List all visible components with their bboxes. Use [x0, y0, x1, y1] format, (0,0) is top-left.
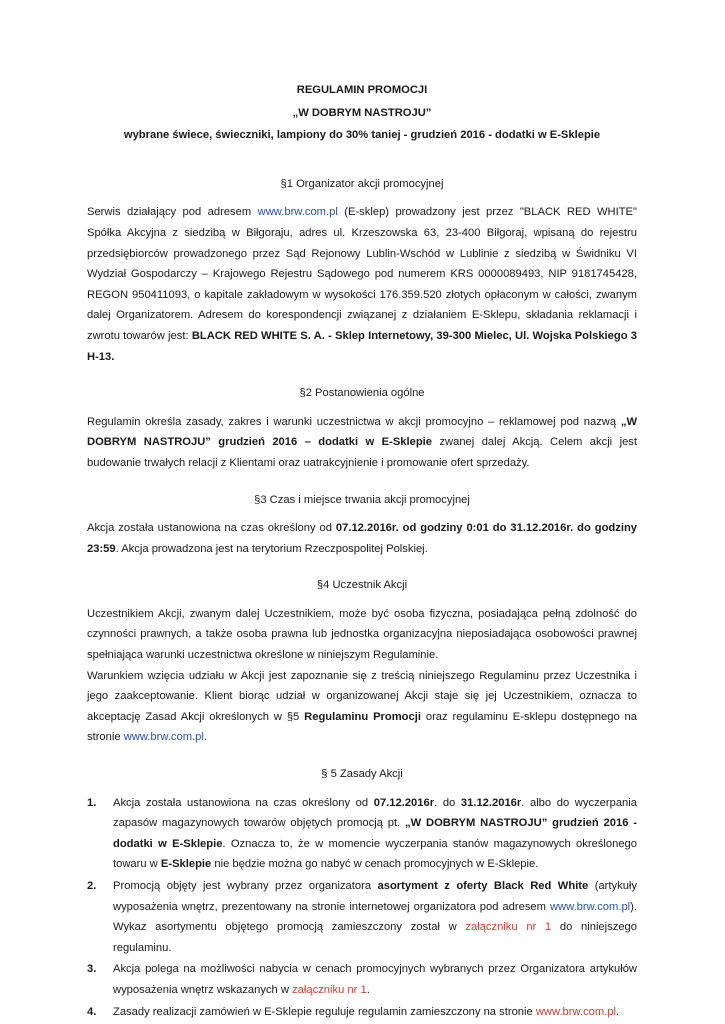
text: ). Wykaz asortymentu objętego promocją zamieszczony został w — [113, 900, 637, 934]
text: . Akcja prowadzona jest na terytorium Rzeczpospolitej Polskiej. — [115, 542, 428, 555]
promotion-name: „W DOBRYM NASTROJU” — [292, 106, 432, 119]
text: Warunkiem wzięcia udziału w Akcji jest zapoznanie się z treścią niniejszego Regulaminu przez Uczestnika i jego zaakceptowanie. Klient biorąc udział w organizowanej Akcji staje się jej Uczestnikiem, oznacza to akceptację Zasad Akcji określonych w §5 — [87, 669, 637, 723]
item-number: 4. — [87, 1005, 97, 1018]
brw-link[interactable]: www.brw.com.pl — [257, 206, 338, 219]
list-item — [87, 1002, 637, 1023]
text: (artykuły wyposażenia wnętrz, prezentowany na stronie internetowej organizatora pod adresem — [113, 880, 637, 913]
item-number: 2. — [87, 880, 97, 892]
section-1-heading: §1 Organizator akcji promocyjnej — [280, 177, 444, 190]
text: . — [203, 731, 207, 744]
brw-link[interactable]: www.brw.com.pl — [549, 900, 631, 913]
item-number: 3. — [87, 963, 97, 976]
section-3-heading: §3 Czas i miejsce trwania akcji promocyjnej — [254, 493, 470, 506]
end-date: 31.12.2016r — [460, 796, 522, 809]
section-4-paragraph-1: Uczestnikiem Akcji, zwanym dalej Uczestnikiem, może być osoba fizyczna, posiadająca pełną zdolność do czynności prawnych, a także osoba prawna lub jednostka organizacyjna nieposiadająca osobowości prawnej spełniająca warunki uczestnictwa określone w niniejszym Regulaminie. — [87, 607, 637, 662]
text: oraz regulaminu E-sklepu dostępnego na stronie — [87, 710, 638, 744]
section-2-paragraph — [87, 412, 637, 474]
text: Regulamin określa zasady, zakres i warunki uczestnictwa w akcji promocyjno – reklamowej pod nazwą — [87, 415, 621, 428]
text: Akcja została ustanowiona na czas określony od — [113, 796, 374, 809]
promotion-name-inline: „W DOBRYM NASTROJU” grudzień 2016 - dodatki w E-Sklepie — [113, 817, 638, 850]
document-page — [87, 80, 637, 1023]
section-5-heading: § 5 Zasady Akcji — [321, 768, 403, 781]
shop-name: E-Sklepie — [160, 858, 212, 871]
text: . — [366, 983, 370, 996]
text: zwanej dalej Akcją. Celem akcji jest budowanie trwałych relacji z Klientami oraz uatrakcyjnienie i promowanie ofert sprzedaży. — [87, 436, 638, 469]
text: Promocją objęty jest wybrany przez organizatora — [113, 880, 378, 892]
correspondence-address: BLACK RED WHITE S. A. - Sklep Internetowy, 39-300 Mielec, Ul. Wojska Polskiego 3 H-13. — [87, 329, 638, 363]
text: . — [616, 1005, 620, 1018]
attachment-link[interactable]: załączniku nr 1 — [292, 983, 367, 996]
start-date: 07.12.2016r — [373, 796, 435, 809]
text: do niniejszego regulaminu. — [113, 921, 637, 954]
text: . Oznacza to, że w momencie wyczerpania stanów magazynowych określonego towaru w — [113, 837, 637, 871]
section-4-heading: §4 Uczestnik Akcji — [316, 579, 408, 592]
promotion-tagline: wybrane świece, świeczniki, lampiony do 30% taniej - grudzień 2016 - dodatki w E-Sklepie — [123, 129, 601, 142]
brw-link[interactable]: www.brw.com.pl — [123, 731, 204, 744]
list-item — [87, 959, 637, 1000]
text: . albo do wyczerpania zapasów magazynowych towarów objętych promocją pt. — [113, 796, 637, 830]
text: nie będzie można go nabyć w cenach promocyjnych w E-Sklepie. — [211, 858, 539, 871]
text: Serwis działający pod adresem — [87, 206, 258, 219]
section-1-paragraph — [87, 202, 637, 367]
text: Akcja została ustanowiona na czas określony od — [87, 522, 336, 535]
list-item — [87, 876, 637, 958]
assortment: asortyment z oferty Black Red White — [377, 880, 589, 892]
item-number: 1. — [87, 796, 97, 809]
regulation-name: Regulaminu Promocji — [304, 710, 421, 723]
text: Zasady realizacji zamówień w E-Sklepie reguluje regulamin zamieszczony na stronie — [113, 1005, 536, 1018]
rules-list — [87, 793, 637, 1023]
text: Akcja polega na możliwości nabycia w cenach promocyjnych wybranych przez Organizatora artykułów wyposażenia wnętrz wskazanych w — [113, 963, 637, 996]
section-3-paragraph — [87, 518, 637, 559]
section-4-paragraph-2 — [87, 666, 637, 748]
document-title: REGULAMIN PROMOCJI — [296, 84, 428, 96]
promotion-period: 07.12.2016r. od godziny 0:01 do 31.12.2016r. do godziny 23:59 — [87, 522, 637, 555]
text: . do — [434, 796, 461, 809]
attachment-link[interactable]: załączniku nr 1 — [465, 921, 552, 934]
section-2-heading: §2 Postanowienia ogólne — [299, 387, 425, 400]
brw-link[interactable]: www.brw.com.pl — [535, 1005, 617, 1018]
promotion-name-inline: „W DOBRYM NASTROJU” grudzień 2016 – dodatki w E-Sklepie — [87, 415, 637, 449]
list-item — [87, 793, 637, 875]
text: (E-sklep) prowadzony jest przez "BLACK RED WHITE" Spółka Akcyjna z siedzibą w Biłgoraju, adres ul. Krzeszowska 63, 23-400 Biłgoraj, wpisaną do rejestru przedsiębiorców prowadzonego przez Sąd Rejonowy Lublin-Wschód w Lublinie z siedzibą w Świdniku VI Wydział Gospodarczy – Krajowego Rejestru Sądowego pod numerem KRS 0000089493, NIP 9181745428, REGON 950411093, o kapitale zakładowym w wysokości 176.359.520 złotych opłaconym w całości, zwanym dalej Organizatorem. Adresem do korespondencji związanej z działaniem E-Sklepu, składania reklamacji i zwrotu towarów jest: — [87, 206, 637, 342]
